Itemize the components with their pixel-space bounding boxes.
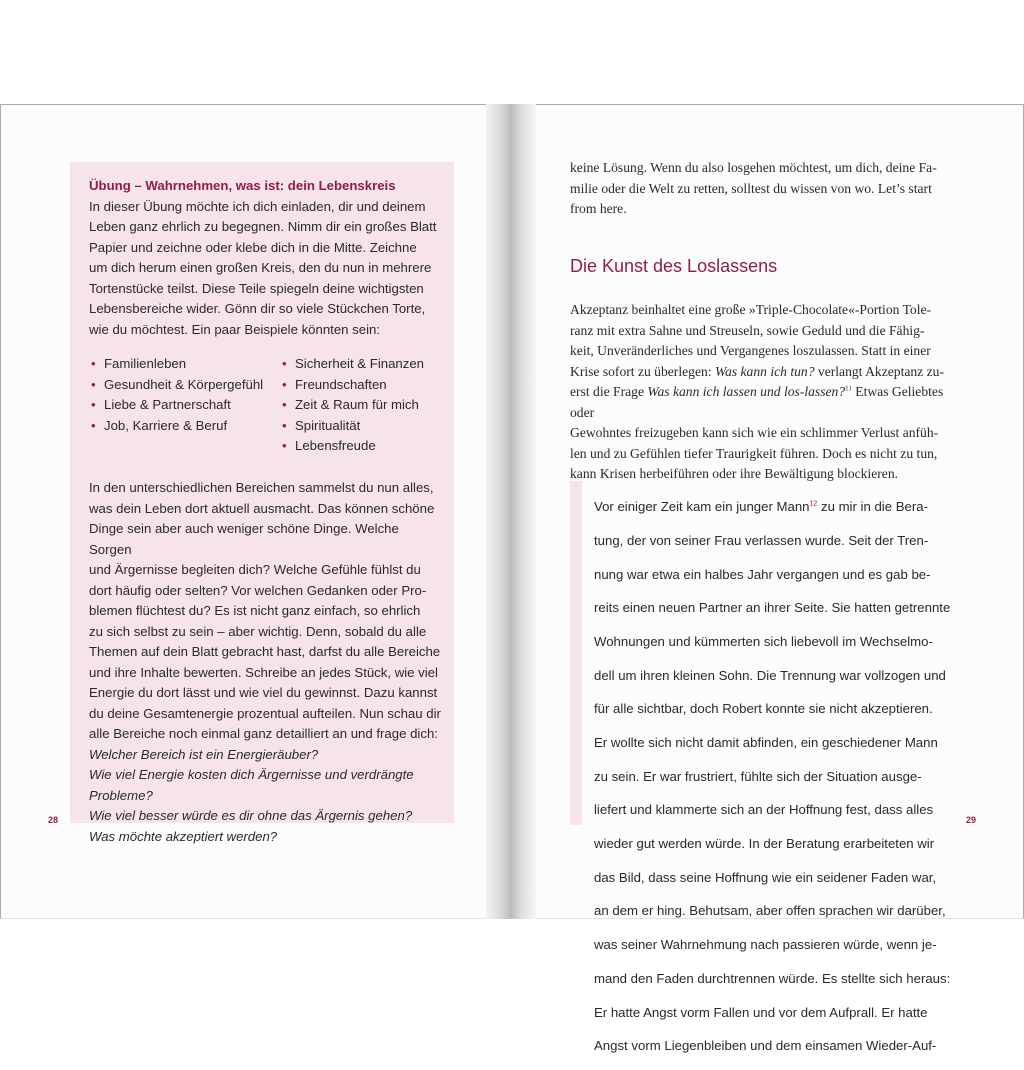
quote-line: für alle sichtbar, doch Robert konnte sie nicht akzeptieren.	[594, 701, 933, 717]
text-span: verlangt Akzeptanz zu-	[814, 363, 944, 379]
text-span: Krise sofort zu überlegen:	[570, 363, 715, 379]
text-span: Etwas Geliebtes oder	[570, 384, 944, 420]
italic-question: Was kann ich tun?	[714, 363, 815, 379]
quote-bar	[570, 481, 582, 825]
question-line: Welcher Bereich ist ein Energieräuber?	[89, 746, 319, 762]
list-item: • Familienleben	[91, 354, 271, 375]
body-line: Energie du dort lässt und wie viel du gewinnst. Dazu kannst	[89, 685, 438, 700]
text-line: len und zu Gefühlen tiefer Traurigkeit führen. Doch es nicht zu tun,	[570, 445, 938, 461]
quote-line: Angst vorm Liegenbleiben und dem einsamen Wieder-Auf-	[594, 1038, 937, 1054]
text-line: Akzeptanz beinhaltet eine große »Triple-Chocolate«-Portion Tole-	[570, 302, 932, 317]
intro-line: Tortenstücke teilst. Diese Teile spiegeln deine wichtigsten	[89, 280, 424, 296]
quote-line: mand den Faden durchtrennen würde. Es stellte sich heraus:	[594, 970, 951, 986]
text-line: keine Lösung. Wenn du also losgehen möchtest, um dich, deine Fa-	[570, 160, 937, 175]
text-line: from here.	[570, 201, 627, 216]
body-line: Themen auf dein Blatt gebracht hast, darfst du alle Bereiche	[89, 644, 441, 659]
quote-line	[594, 497, 954, 518]
list-item: • Freundschaften	[282, 375, 452, 396]
list-item: • Gesundheit & Körpergefühl	[91, 375, 271, 396]
intro-line: In dieser Übung möchte ich dich einladen, dir und deinem	[89, 198, 426, 214]
text-line: milie oder die Welt zu retten, solltest du wissen von wo. Let’s start	[570, 180, 932, 196]
quote-line: dell um ihren kleinen Sohn. Die Trennung war vollzogen und	[594, 667, 946, 683]
exercise-body	[89, 478, 441, 745]
intro-line: Lebensbereiche wider. Gönn dir so viele Stückchen Torte,	[89, 301, 426, 316]
exercise-title: Übung – Wahrnehmen, was ist: dein Lebenskreis	[89, 178, 396, 193]
case-example	[594, 484, 954, 1070]
question-line: Wie viel besser würde es dir ohne das Ärgernis gehen?	[89, 808, 413, 823]
list-item: • Spiritualität	[282, 416, 452, 437]
reflection-questions	[89, 745, 441, 848]
section-paragraph	[570, 300, 954, 485]
exercise-content	[89, 176, 441, 847]
quote-line: wieder gut werden würde. In der Beratung erarbeiteten wir	[594, 836, 935, 852]
intro-line: Papier und zeichne oder klebe dich in die Mitte. Zeichne	[89, 239, 417, 255]
quote-line: tung, der von seiner Frau verlassen wurde. Seit der Tren-	[594, 532, 929, 548]
italic-question: Was kann ich lassen und los-lassen?	[647, 384, 846, 399]
list-item: • Lebensfreude	[282, 436, 452, 457]
page-number-right: 29	[966, 815, 977, 825]
list-column-2	[282, 354, 452, 457]
quote-line: Er wollte sich nicht damit abfinden, ein geschiedener Mann	[594, 735, 938, 750]
page-number-left: 28	[48, 815, 59, 825]
body-line: alle Bereiche noch einmal ganz detailliert an und frage dich:	[89, 726, 438, 741]
book-gutter	[486, 104, 536, 919]
continuation-text	[570, 158, 954, 220]
text-line	[570, 382, 954, 423]
body-line: du deine Gesamtenergie prozentual aufteilen. Nun schau dir	[89, 705, 441, 721]
body-line: Dinge sein aber auch weniger schöne Dinge. Welche Sorgen	[89, 521, 399, 557]
text-line: ranz mit extra Sahne und Streuseln, sowie Geduld und die Fähig-	[570, 322, 925, 338]
text-line: kann Krisen herbeiführen oder ihre Bewältigung blockieren.	[570, 466, 899, 481]
footnote-ref: 12	[809, 500, 818, 508]
body-line: und ihre Inhalte bewerten. Schreibe an jedes Stück, wie viel	[89, 664, 438, 680]
intro-line: Leben ganz ehrlich zu begegnen. Nimm dir ein großes Blatt	[89, 219, 437, 234]
body-line: In den unterschiedlichen Bereichen sammelst du nun alles,	[89, 480, 434, 495]
text-line: Gewohntes freizugeben kann sich wie ein schlimmer Verlust anfüh-	[570, 425, 939, 440]
body-line: dort häufig oder selten? Vor welchen Gedanken oder Pro-	[89, 582, 427, 598]
quote-line: das Bild, dass seine Hoffnung wie ein seidener Faden war,	[594, 869, 937, 885]
list-item: • Zeit & Raum für mich	[282, 395, 452, 416]
quote-line: nung war etwa ein halbes Jahr vergangen und es gab be-	[594, 566, 931, 582]
text-span: erst die Frage	[570, 384, 648, 399]
footnote-ref: 11	[845, 384, 852, 393]
body-line: was dein Leben dort aktuell ausmacht. Das können schöne	[89, 500, 435, 516]
quote-line: an dem er hing. Behutsam, aber offen sprachen wir darüber,	[594, 903, 946, 919]
intro-line: um dich herum einen großen Kreis, den du nun in mehrere	[89, 260, 432, 275]
life-areas-list	[89, 354, 441, 466]
body-line: zu sich selbst zu sein – aber wichtig. Denn, sobald du alle	[89, 623, 427, 639]
quote-line: reits einen neuen Partner an ihrer Seite. Sie hatten getrennte	[594, 600, 951, 616]
quote-line: was seiner Wahrnehmung nach passieren würde, wenn je-	[594, 937, 937, 953]
body-line: und Ärgernisse begleiten dich? Welche Gefühle fühlst du	[89, 562, 421, 577]
list-item: • Job, Karriere & Beruf	[91, 416, 271, 437]
exercise-intro	[89, 197, 441, 341]
body-line: blemen flüchtest du? Es ist nicht ganz einfach, so ehrlich	[89, 603, 421, 618]
question-line: Was möchte akzeptiert werden?	[89, 828, 278, 844]
list-item: • Sicherheit & Finanzen	[282, 354, 452, 375]
text-span: Vor einiger Zeit kam ein junger Mann	[594, 499, 810, 515]
text-span: zu mir in die Bera-	[817, 499, 928, 515]
quote-line: Wohnungen und kümmerten sich liebevoll im Wechselmo-	[594, 633, 933, 649]
quote-line: Er hatte Angst vorm Fallen und vor dem Aufprall. Er hatte	[594, 1004, 928, 1020]
intro-line: wie du möchtest. Ein paar Beispiele könnten sein:	[89, 321, 381, 337]
question-line: Wie viel Energie kosten dich Ärgernisse und verdrängte Probleme?	[89, 767, 414, 803]
list-column-1	[91, 354, 271, 436]
text-line: keit, Unveränderliches und Vergangenes loszulassen. Statt in einer	[570, 343, 931, 358]
quote-line: zu sein. Er war frustriert, fühlte sich der Situation ausge-	[594, 768, 922, 784]
quote-line: liefert und klammerte sich an der Hoffnung fest, dass alles	[594, 802, 934, 818]
section-heading: Die Kunst des Loslassens	[570, 256, 778, 276]
text-line	[570, 362, 954, 383]
list-item: • Liebe & Partnerschaft	[91, 395, 271, 416]
